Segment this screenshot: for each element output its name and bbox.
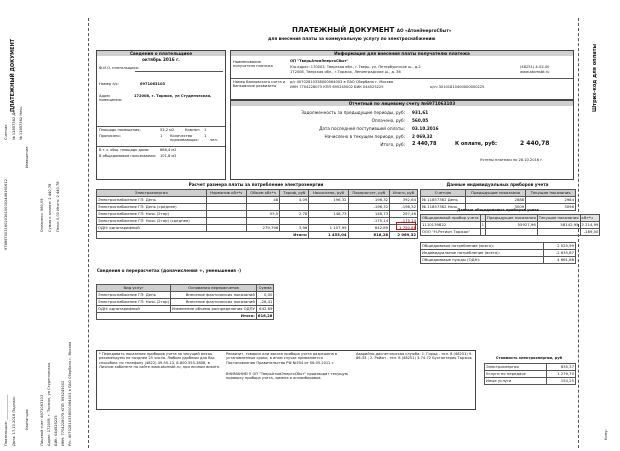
payer-sep (97, 126, 225, 127)
calc-row-cell (309, 204, 348, 211)
cm-col-0: Общедомовой прибор учета (422, 214, 479, 220)
common-meter-row (421, 229, 600, 236)
paid-label: Оплачено, руб: (371, 118, 405, 123)
common-stat-row-cell: 4 661,86 (543, 257, 575, 264)
debt-label: Задолженность за предыдущие периоды, руб: (301, 110, 405, 115)
common-use-label: В общедомовом пользовании: (99, 154, 157, 158)
recipient-addr1: Юр.адрес: 170003, Тверская обл., г.Тверь, ул. Петербургское ш., д.2 (290, 65, 421, 69)
common-meter-row-cell: 1 (481, 221, 485, 227)
period: октябрь 2016 г. (142, 57, 180, 62)
address: 172008, г. Торжок, ул Студенческая, (134, 94, 212, 98)
left-strip-payer: Плательщик: ______________ (4, 394, 8, 446)
recipient-head: Информация для внесения платы получателю платежа (231, 51, 573, 56)
recalc-row-cell: ОДН: однотарифный (97, 306, 171, 313)
bank-inn: ИНН 7704228075 КПП 695245002 БИК 044525225 (290, 85, 384, 89)
recalc_cols-col-0: Вид услуг (97, 285, 171, 292)
note-1: * Передавать показания приборов учета за текущий месяц рекомендуем не позднее 25 числа. Любым удобным для Вас способом: по телефону (4822) 49-50-13, 8-800-555-3808, в Личном кабинете на сайте www.atomsbt.ru, при личном визите. (99, 352, 221, 370)
cost-row-cell: Услуги по передаче (485, 371, 547, 378)
cost-row-cell: 635,37 (547, 364, 576, 371)
meter-row-cell: № 11857362 Ночь (421, 204, 466, 211)
left-strip-bank: Р/с: 40702810338000064003 в ПАО Сбербанк г. Москва (68, 341, 72, 446)
highlight-odn-total (396, 222, 416, 230)
common-meter-row-cell: 55927,96 (486, 222, 538, 229)
left-strip-receipt: Квитанция (25, 409, 29, 430)
left-strip-counter-label: Счетчик (4, 124, 8, 140)
calc-row-cell (247, 204, 280, 211)
meters_cols-col-1: Предыдущие показания (466, 190, 526, 197)
calc_cols-col-1: Норматив кВт*ч (206, 190, 247, 197)
common-meter-row-cell: -189,00 (580, 229, 600, 236)
recipient-site: www.atomsbt.ru (520, 70, 550, 74)
calc-row-cell: 4,09 (280, 197, 309, 204)
recalc-row (97, 306, 274, 313)
common-stat-row-cell: Общедомовые нужды (ОДН): (421, 257, 544, 264)
bank-label: Номер банковского счета и банковские реквизиты (233, 80, 286, 89)
payer-name-line (135, 71, 223, 72)
payer-info-head: Сведения о плательщике (97, 51, 225, 56)
calc-total-cell: 616,28 (348, 232, 390, 239)
calc-row-cell: 48 (247, 197, 280, 204)
common-stat-row (421, 257, 576, 264)
left-strip-inn: ИНН: 7704228075 КПП: 695245002 (61, 380, 65, 446)
calc-row-cell: 196,32 (309, 197, 348, 204)
calc-total-label: Итого: (97, 232, 309, 239)
cost-table (484, 363, 576, 385)
calc-row-cell: -196,32 (390, 204, 418, 211)
cost-row-cell: Иные услуги (485, 378, 547, 385)
account-no-label: Номер л/с: (99, 82, 119, 86)
charged: 2 069,32 (412, 134, 433, 139)
calc-row-cell (247, 218, 280, 225)
calc_cols-col-0: Электроэнергия (97, 190, 207, 197)
common-meter-row (421, 222, 600, 229)
payer-name-label: Ф.И.О. плательщика: (99, 66, 140, 70)
calc-row-cell: 642,89 (348, 225, 390, 232)
recalc-row-cell: 0,00 (256, 292, 274, 299)
calc-row-cell: 148,73 (348, 211, 390, 218)
common-meter-row-cell: 1110139822 (421, 222, 481, 229)
registered: 1 (160, 134, 163, 138)
area: 53,2 м2 (160, 128, 175, 132)
meters_cols-col-0: Счетчик (421, 190, 466, 197)
cost-row-cell: 1 279,70 (547, 371, 576, 378)
common-meter-body (421, 222, 600, 236)
recalc_cols-col-2: Сумма (256, 285, 274, 292)
calc-row-cell: -175,14 (390, 218, 418, 225)
calc-row-cell (309, 218, 348, 225)
calc-row-cell: 297,46 (390, 211, 418, 218)
calc-head: Расчет размера платы за потребление электроэнергии (188, 182, 324, 187)
recalc-row-cell: -26,41 (256, 299, 274, 306)
calc-row-cell: 3,96 (280, 225, 309, 232)
cost-row-cell: 154,25 (547, 378, 576, 385)
calc_cols-col-5: Перерасчет, руб (348, 190, 390, 197)
calc-row-cell: Электроснабжение ГП: День (97, 197, 207, 204)
meter-row-cell: 2888 (466, 197, 526, 204)
paid: 560,05 (412, 118, 429, 123)
recalc-total: 616,28 (257, 312, 273, 318)
rooms: 1 (204, 128, 207, 132)
total: 2 440,78 (412, 141, 437, 147)
calc-row-cell: 1 107,99 (309, 225, 348, 232)
doc-subtitle: для внесения платы за коммунальную услугу по электроснабжению (268, 36, 436, 41)
recalc-header-row (97, 285, 274, 292)
calc-row-cell: 148,73 (309, 211, 348, 218)
residents-label: Количество проживающих: (170, 134, 199, 143)
total-label: Итого, руб: (380, 142, 405, 147)
meter-row-cell: № 11857362 День (421, 197, 466, 204)
recalc-row-cell: 642,69 (256, 306, 274, 313)
residents-unit: чел. (210, 138, 218, 142)
calc-row-cell (280, 204, 309, 211)
common-stat-row (421, 250, 576, 257)
rooms-label: Комнат: (185, 128, 201, 132)
calc-row (97, 197, 418, 204)
calc-row-cell: 1 750,88 (390, 225, 418, 232)
meters-header-row (421, 190, 576, 197)
common-meter-row-cell: ООО "Н-Регион Торжок" (421, 229, 481, 236)
left-strip-payment-note: Оплачено: 560,05 (40, 198, 44, 232)
left-strip-title: ПЛАТЕЖНЫЙ ДОКУМЕНТ (10, 38, 16, 112)
left-strip-barcode-digits: 9768970031602016100002446161612 (4, 179, 8, 250)
to-pay-label: К оплате, руб: (455, 141, 498, 147)
meter-row-cell: 2984 (526, 197, 576, 204)
calc-body (97, 197, 418, 239)
recalc-row-cell: Электроснабжение ГП: Ночь (2тар) (98, 298, 169, 304)
common-stat-row-cell: Общедомовое потребление (всего): (421, 243, 544, 250)
left-strip-counter-day: № 11857362 День (12, 106, 16, 140)
left-strip-penalty-line: Пени: 0,00 Итого: 2 440,78 (56, 181, 60, 232)
cm-col-3: кВт*ч (580, 215, 600, 222)
doc-title (292, 26, 451, 34)
area-label: Площадь помещения: (99, 128, 141, 132)
recipient-addr2: 172008, Тверская обл., г.Торжок, Ленинградское ш., д. 36 (290, 70, 401, 74)
common-stat-row (421, 243, 576, 250)
calc_cols-col-4: Начислено, руб (309, 190, 348, 197)
registered-label: Прописано: (99, 134, 121, 138)
recipient-sep (231, 78, 573, 79)
address-label: Адрес помещения: (99, 94, 123, 103)
common-meter-head: Данные общедомовых приборов учета (457, 208, 539, 212)
charged-label: Начислено в текущем периоде, руб: (324, 134, 405, 139)
common: 886,4 м2 (160, 148, 177, 152)
left-strip-sum-line: Сумма к оплате: 2 440,78 (48, 183, 52, 232)
calc-row-cell (206, 225, 247, 232)
calc-row-cell: Электроснабжение ГП: День (среднее) (97, 204, 207, 211)
recipient-phone: (48251) 4-03-00 (520, 65, 550, 69)
cm-col-1: Предыдущие показания (487, 214, 536, 220)
calc-row-cell (206, 197, 247, 204)
cost-body (485, 364, 576, 385)
calc-row-cell: Электроснабжение ГП: Ночь (2тар) (среднее) (97, 218, 207, 225)
last-pay: 03.10.2016 (412, 126, 439, 131)
calc-row (97, 218, 418, 225)
calc-total-row (97, 232, 418, 239)
meters-head: Данные индивидуальных приборов учета (446, 182, 549, 187)
recalc-total-row (97, 313, 274, 320)
calc-row-cell (206, 204, 247, 211)
calc-row (97, 211, 418, 218)
common-stat-row-cell: Индивидуальное потребление (всего): (421, 250, 544, 257)
common-stats-body (421, 243, 576, 264)
right-strip-title: Штрих-код для оплаты (592, 43, 598, 112)
common-meter-header-row (421, 215, 600, 222)
calc-row (97, 204, 418, 211)
cost-row (485, 378, 576, 385)
recalc-head: Сведения о перерасчетах (доначисления +, уменьшения -) (96, 268, 242, 273)
common-stat-row-cell: 2 025,99 (543, 243, 575, 250)
cost-head: Стоимость электроэнергии, руб (495, 356, 563, 360)
bank-account: р/с 40702810338000064003 в ПАО Сбербанк г. Москва (290, 80, 394, 84)
payer-sep2 (97, 146, 225, 147)
common-stat-row-cell: -2 635,87 (543, 250, 575, 257)
recalc-body (97, 292, 274, 320)
last-pay-label: Дата последней поступившей оплаты: (319, 126, 405, 131)
meter-row-cell: 3009 (466, 204, 526, 211)
calc-row-cell: -175,14 (348, 218, 390, 225)
settlement-head: Отчетный по лицевому счету №6971063103 (231, 101, 573, 106)
calc-row-cell: ОДН: однотарифный (97, 225, 207, 232)
meter-row-cell: 3096 (526, 204, 576, 211)
left-strip-ls: Лицевой счет: 6971063103 (40, 394, 44, 446)
meter-row (421, 197, 576, 204)
recalc-row (97, 299, 274, 306)
recipient-block (230, 50, 574, 100)
calc-table (96, 189, 418, 239)
calc_cols-col-6: Итого, руб (390, 190, 418, 197)
account-no: 6971063103 (140, 82, 166, 86)
common-meter-table (420, 214, 600, 236)
left-strip-date: Дата: 17.10.2016 Подпись (12, 396, 16, 446)
calc-total-cell: 2 069,32 (390, 232, 418, 239)
common-meter-row-cell (537, 229, 580, 236)
doc-title-main: ПЛАТЕЖНЫЙ ДОКУМЕНТ (292, 26, 395, 34)
common-use: 101,8 м2 (160, 154, 177, 158)
meters_cols-col-2: Текущие показания (526, 190, 576, 197)
right-strip-cut: Кому: (604, 429, 608, 440)
common-stats-table (420, 242, 576, 264)
left-strip-address: Адрес: 172008, г. Торжок, ул Студенческая, (47, 362, 51, 446)
recalc-row-cell: Внесение фактических показаний (171, 299, 257, 306)
common-meter-row-cell: 2 214,99 (581, 221, 599, 227)
left-strip-counter-night: № 11857362 Ночь (19, 106, 23, 140)
to-pay: 2 440,78 (520, 140, 550, 147)
residents: 1 (204, 134, 207, 138)
recalc-row-cell: Изменение объема распределения ОДПУ (172, 305, 255, 311)
bank-ks: к/сч 30101810400000000225 (430, 85, 485, 89)
recalc-row-cell: Внесение фактических показаний (171, 292, 257, 299)
debt: 931,61 (412, 110, 429, 115)
calc_cols-col-3: Тариф, руб (280, 190, 309, 197)
left-strip-notice: Извещение (25, 146, 29, 168)
cost-row (485, 371, 576, 378)
calc-row-cell (206, 218, 247, 225)
cut-line-left (88, 18, 89, 448)
calc-row-cell: 196,32 (348, 197, 390, 204)
recalc-table (96, 284, 274, 320)
common-meter-row-cell (486, 229, 538, 236)
calc-row (97, 225, 418, 232)
cost-row (485, 364, 576, 371)
common-label: В т.ч. общ. площадь дома: (99, 148, 150, 152)
recalc-row-cell: Электроснабжение ГП: День (97, 292, 171, 299)
calc-total-cell: 1 453,04 (309, 232, 348, 239)
calc-row-cell: 53,5 (247, 211, 280, 218)
calc-header-row (97, 190, 418, 197)
recalc-row (97, 292, 274, 299)
accounted-till: Учтены платежи по 28.10.2016 г. (480, 158, 544, 162)
calc-row-cell: Электроснабжение ГП: Ночь (2тар) (97, 211, 207, 218)
note-right: Аварийно-диспетчерская служба: 1. Город - тел. 8 (48251) 9-86-33 ; 2. Район - тел. 8 (48251) 3-74-72 Бухгалтерия Торжок (356, 352, 473, 361)
left-strip-bik: БИК: 044525225 (54, 415, 58, 446)
cost-row-cell: Электроэнергия (485, 364, 547, 371)
calc-row-cell (280, 218, 309, 225)
calc-row-cell: 279,796 (247, 225, 280, 232)
calc-row-cell (206, 211, 247, 218)
calc-row-cell: 392,64 (390, 197, 418, 204)
note-2: Реквизит, говорил или заказа прибора учета разрешена в установленные сроки, в ином случае применяется Постановление Правительства РФ №354 от 06.05.2011 г. (226, 352, 338, 365)
recipient-name: ОП "ТверьАтомЭнергоСбыт" (290, 59, 349, 63)
cm-col-2: Текущие показания (538, 214, 579, 220)
calc_cols-col-2: Объем кВт*ч (247, 190, 280, 197)
calc-row-cell: 2,78 (280, 211, 309, 218)
doc-title-suffix: АО «АтомЭнергоСбыт» (396, 28, 452, 33)
calc-row-cell: -196,32 (348, 204, 390, 211)
recalc_cols-col-1: Основания перерасчетов (171, 285, 257, 292)
recalc-total-label: Итого: (97, 313, 257, 320)
note-3: ВНИМАНИЕ!!! ОП "ТверьАтомЭнергоСбыт" производит текущую проверку прибора учета, замена и опломбировка. (226, 372, 348, 381)
common-meter-row-cell: 58142,95 (537, 222, 580, 229)
recipient-name-label: Наименование получателя платежа (233, 60, 273, 69)
